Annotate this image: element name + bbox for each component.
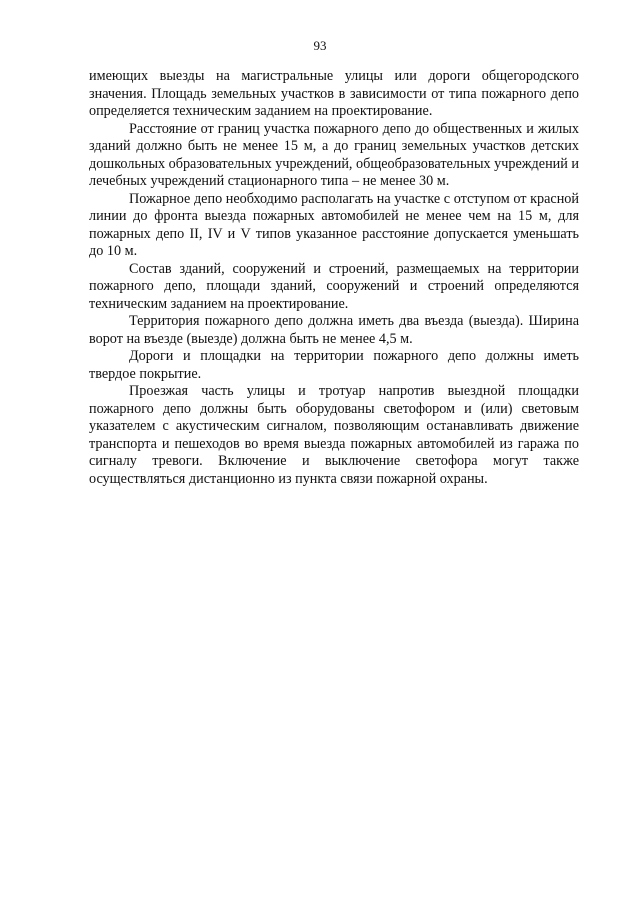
paragraph-road-surface: Дороги и площадки на территории пожарного депо должны иметь твердое покрытие. (89, 348, 579, 382)
paragraph-red-line-setback: Пожарное депо необходимо располагать на участке с отступом от красной линии до фронта выезда пожарных автомобилей не менее чем на 15 м, для пожарных депо II, IV и V типов указанное расстояние допускается уменьшать до 10 м. (89, 190, 579, 259)
paragraph-traffic-light: Проезжая часть улицы и тротуар напротив выездной площадки пожарного депо должны быть оборудованы светофором и (или) световым указателем с акустическим сигналом, позволяющим останавливать движение транспорта и пешеходов во время выезда пожарных автомобилей из гаража по сигналу тревоги. Включение и выключение светофора могут также осуществляться дистанционно из пункта связи пожарной охраны. (89, 383, 579, 487)
page-body (89, 68, 579, 488)
page-number: 93 (313, 38, 327, 53)
paragraph-continuation: имеющих выезды на магистральные улицы или дороги общегородского значения. Площадь земельных участков в зависимости от типа пожарного депо определяется техническим заданием на проектирование. (89, 68, 579, 119)
paragraph-site-composition: Состав зданий, сооружений и строений, размещаемых на территории пожарного депо, площади зданий, сооружений и строений определяются техническим заданием на проектирование. (89, 260, 579, 312)
paragraph-distance-to-buildings: Расстояние от границ участка пожарного депо до общественных и жилых зданий должно быть не менее 15 м, а до границ земельных участков детских дошкольных образовательных учреждений, общеобразовательных учреждений и лечебных учреждений стационарного типа – не менее 30 м. (89, 120, 579, 189)
paragraph-entrances: Территория пожарного депо должна иметь два въезда (выезда). Ширина ворот на въезде (выезде) должна быть не менее 4,5 м. (89, 313, 579, 347)
